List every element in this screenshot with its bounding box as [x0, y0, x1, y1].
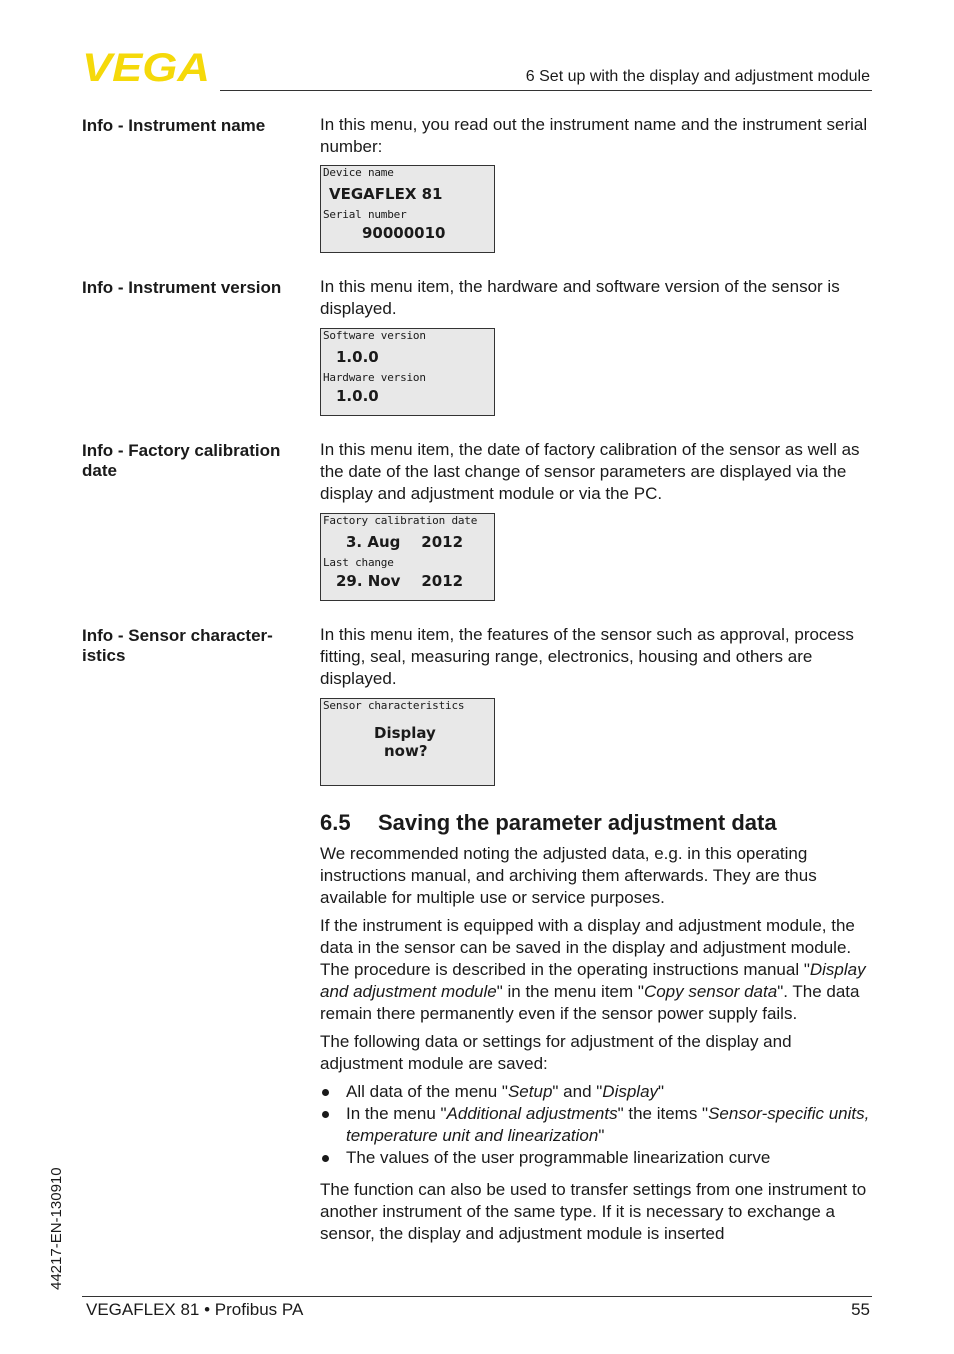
saved-data-list [320, 1081, 875, 1169]
label-factory-calibration: Info - Factory calibration date [82, 441, 281, 480]
lcd-value: 29. Nov 2012 [336, 572, 464, 590]
footer-product: VEGAFLEX 81 • Profibus PA [86, 1300, 304, 1319]
lcd-value: VEGAFLEX 81 [329, 185, 443, 203]
section-heading [320, 810, 777, 836]
vega-logo [82, 50, 212, 84]
lcd-factory-calibration [320, 513, 495, 601]
section-body [320, 843, 875, 1251]
section-number: 6.5 [320, 810, 351, 835]
label-instrument-name: Info - Instrument name [82, 116, 266, 135]
label-instrument-version: Info - Instrument version [82, 278, 282, 297]
page-number: 55 [851, 1300, 870, 1319]
lcd-line: Serial number [323, 208, 407, 221]
paragraph: The function can also be used to transfer settings from one instrument to another instrument of the same type. If it is necessary to exchange a sensor, the display and adjustment module is inserted [320, 1180, 867, 1243]
lcd-value: now? [384, 742, 428, 760]
paragraph: If the instrument is equipped with a display and adjustment module, the data in the sensor can be saved in the display and adjustment module. The procedure is described in the operating instructions manual "Display and adjustment module" in the menu item "Copy sensor data". The data remain there permanently even if the sensor power supply fails. [320, 916, 866, 1023]
lcd-instrument-name [320, 165, 495, 253]
list-item: The values of the user programmable linearization curve [320, 1147, 875, 1169]
chapter-title: 6 Set up with the display and adjustment module [525, 68, 870, 85]
lcd-value: 90000010 [362, 224, 446, 242]
lcd-line: Software version [323, 329, 426, 342]
text-sensor-characteristics: In this menu item, the features of the sensor such as approval, process fitting, seal, measuring range, electronics, housing and others are displayed. [320, 625, 854, 688]
lcd-line: Last change [323, 556, 394, 569]
lcd-instrument-version [320, 328, 495, 416]
footer-divider [82, 1296, 872, 1297]
lcd-sensor-characteristics [320, 698, 495, 786]
paragraph: The following data or settings for adjustment of the display and adjustment module are saved: [320, 1032, 792, 1073]
lcd-value: 1.0.0 [336, 387, 379, 405]
section-title: Saving the parameter adjustment data [378, 810, 777, 835]
document-id: 44217-EN-130910 [48, 1167, 65, 1290]
text-instrument-name: In this menu, you read out the instrument name and the instrument serial number: [320, 115, 868, 156]
lcd-line: Factory calibration date [323, 514, 478, 527]
lcd-value: 3. Aug 2012 [346, 533, 464, 551]
lcd-line: Device name [323, 166, 394, 179]
text-factory-calibration: In this menu item, the date of factory calibration of the sensor as well as the date of the last change of sensor parameters are displayed via the display and adjustment module or via the PC. [320, 440, 860, 503]
svg-text:VEGA: VEGA [82, 50, 210, 84]
lcd-line: Sensor characteristics [323, 699, 465, 712]
list-item: In the menu "Additional adjustments" the items "Sensor-specific units, temperature unit and linearization" [320, 1103, 875, 1147]
lcd-line: Hardware version [323, 371, 426, 384]
list-item: All data of the menu "Setup" and "Display" [320, 1081, 875, 1103]
text-instrument-version: In this menu item, the hardware and software version of the sensor is displayed. [320, 277, 840, 318]
label-sensor-characteristics: Info - Sensor character- istics [82, 626, 273, 665]
lcd-value: Display [374, 724, 436, 742]
header-divider [220, 90, 872, 91]
paragraph: We recommended noting the adjusted data, e.g. in this operating instructions manual, and archiving them afterwards. They are thus available for multiple use or service purposes. [320, 844, 817, 907]
lcd-value: 1.0.0 [336, 348, 379, 366]
